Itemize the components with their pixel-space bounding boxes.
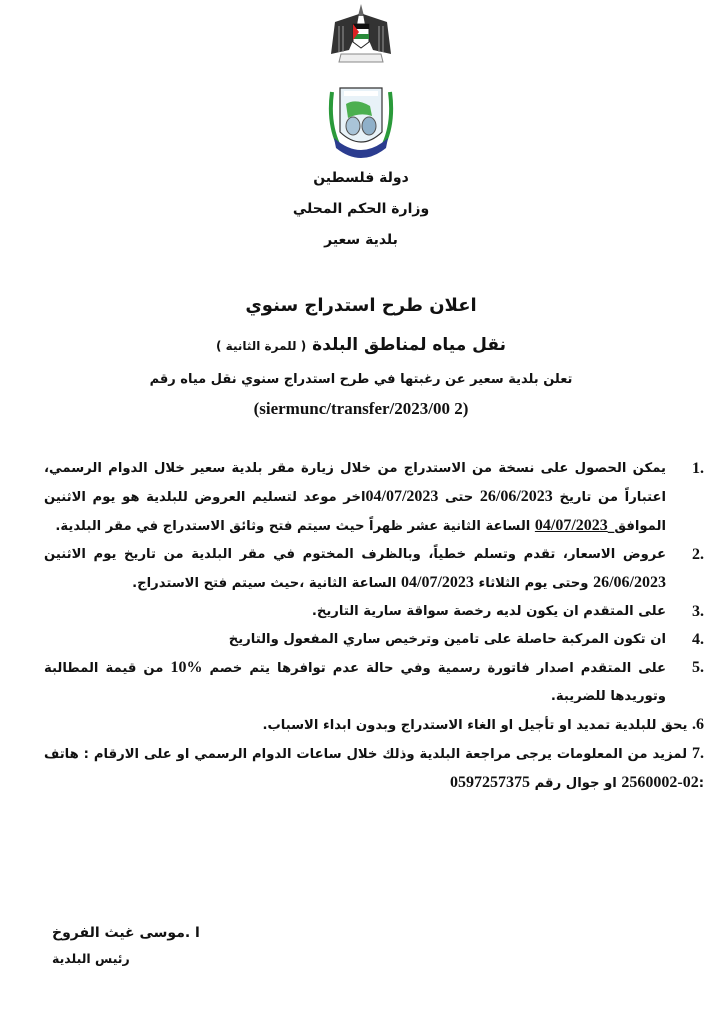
date: 26/06/2023	[479, 488, 553, 505]
subtitle-text: نقل مياه لمناطق البلدة	[312, 335, 506, 355]
item-text: حتى	[445, 490, 474, 505]
list-item-4	[44, 626, 704, 654]
announcement-body	[44, 455, 704, 798]
item-number: 6.	[692, 716, 704, 733]
date: 26/06/2023	[593, 574, 666, 591]
sair-municipality-seal-icon	[326, 82, 396, 162]
reference-number: (siermunc/transfer/2023/00 2)	[253, 399, 469, 418]
list-item-7	[44, 740, 704, 798]
item-text: على المتقدم ان يكون لديه رخصة سواقة سارية التاريخ.	[311, 604, 666, 619]
item-text: على المتقدم اصدار فاتورة رسمية وفي حالة عدم توافرها يتم خصم	[209, 661, 667, 676]
list-item-1	[44, 455, 704, 541]
item-text: ان تكون المركبة حاصلة على تامين وترخيص ساري المفعول والتاريخ	[228, 632, 666, 647]
palestine-eagle-emblem-icon	[325, 2, 397, 70]
item-number: .7	[692, 745, 704, 762]
municipality-name: بلدية سعير	[324, 232, 398, 248]
item-text: الساعة الثانية ،حيث سيتم فتح الاستدراج.	[132, 576, 397, 591]
deadline-date: 04/07/2023	[534, 517, 608, 534]
state-name: دولة فلسطين	[313, 170, 409, 186]
item-number: 3.	[692, 603, 704, 620]
list-item-5	[44, 654, 704, 711]
item-text: من قيمة المطالبة وتوريدها للضريبة.	[44, 661, 666, 704]
announcement-subtitle	[0, 335, 722, 355]
mobile-number: 0597257375	[450, 774, 530, 791]
list-item-2	[44, 541, 704, 598]
item-number: 4.	[692, 631, 704, 648]
item-text: وحتى يوم الثلاثاء	[478, 576, 589, 591]
discount-percent: 10%	[170, 659, 203, 676]
mayor-title: رئيس البلدية	[52, 951, 130, 966]
list-item-6	[44, 711, 704, 740]
item-text: عروض الاسعار، تقدم وتسلم خطياً، وبالظرف المختوم في مقر البلدية من تاريخ يوم الاثنين	[44, 547, 666, 562]
item-number: 1.	[692, 460, 704, 477]
announcement-intro: تعلن بلدية سعير عن رغبتها في طرح استدراج سنوي نقل مياه رقم	[149, 372, 573, 387]
item-text: اخر موعد لتسليم العروض للبلدية هو يوم الاثنين الموافق_	[44, 490, 666, 534]
date: 04/07/2023	[401, 574, 474, 591]
ministry-name: وزارة الحكم المحلي	[292, 201, 430, 217]
list-item-3	[44, 598, 704, 626]
item-text: او جوال رقم	[534, 776, 617, 791]
signature-block	[52, 925, 200, 966]
date: 04/07/2023	[365, 488, 439, 505]
announcement-title: اعلان طرح استدراج سنوي	[245, 295, 477, 316]
item-text: لمزيد من المعلومات يرجى مراجعة البلدية وذلك خلال ساعات الدوام الرسمي او على الارقام : هاتف :	[44, 747, 704, 791]
subtitle-note: ( للمرة الثانية )	[216, 339, 307, 353]
mayor-name: ا .موسى غيث الفروخ	[52, 925, 200, 941]
item-text: يمكن الحصول على نسخة من الاستدراج من خلال زيارة مقر بلدية سعير خلال الدوام الرسمي، اعتباراً من تاريخ	[44, 461, 667, 505]
phone-number: 2560002-02	[621, 774, 699, 791]
item-text: يحق للبلدية تمديد او تأجيل او الغاء الاستدراج وبدون ابداء الاسباب.	[262, 718, 688, 733]
item-text: الساعة الثانية عشر ظهراً حيث سيتم فتح وثائق الاستدراج في مقر البلدية.	[55, 519, 531, 534]
item-number: 5.	[692, 659, 704, 676]
item-number: 2.	[692, 546, 704, 563]
